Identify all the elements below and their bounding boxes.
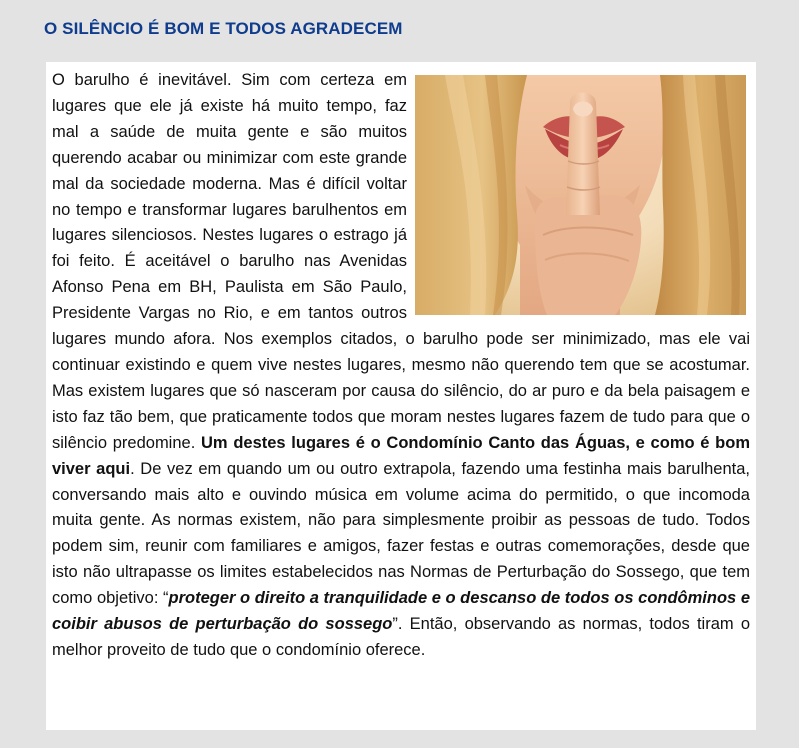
article-highlight: Um destes lugares é o Condomínio Canto das Águas, e como é bom viver aqui — [52, 433, 750, 478]
silence-gesture-photo — [415, 75, 746, 315]
article-text-end: ”. Então, observando as normas, todos tiram o melhor proveito de tudo que o condomínio oferece. — [52, 615, 751, 659]
page-title: O SILÊNCIO É BOM E TODOS AGRADECEM — [44, 19, 403, 38]
article-panel — [46, 62, 756, 730]
article-text-intro: O barulho é inevitável. Sim com certeza em lugares que ele já existe há muito tempo, faz mal a saúde de muita gente e são muitos querendo acabar ou minimizar com este grande mal da sociedade moderna. Mas é difícil voltar no tempo e transformar lugares barulhentos em lugares silenciosos. Nestes lugares o estrago já foi feito. É aceitável o barulho nas Avenidas Afonso Pena em BH, Paulista em São Paulo, Presidente Vargas no Rio, e em tantos outros lugares mundo afora. Nos exemplos citados, o barulho pode ser minimizado, mas ele vai continuar existindo e quem vive nestes lugares, mesmo não querendo tem que se acostumar. Mas existem lugares que só nasceram por causa do silêncio, do ar puro e da bela paisagem e isto faz tão bem, que praticamente todos que moram nestes lugares fazem de tudo para que o silêncio predomine. — [52, 71, 750, 452]
article-quote: proteger o direito a tranquilidade e o descanso de todos os condôminos e coibir abusos de perturbação do sossego — [52, 589, 750, 634]
article-text-middle: . De vez em quando um ou outro extrapola, fazendo uma festinha mais barulhenta, conversando mais alto e ouvindo música em volume acima do permitido, o que incomoda muita gente. As normas existem, não para simplesmente proibir as pessoas de tudo. Todos podem sim, reunir com familiares e amigos, fazer festas e outras comemorações, desde que isto não ultrapasse os limites estabelecidos nas Normas de Perturbação do Sossego, que tem como objetivo: “ — [52, 459, 750, 608]
